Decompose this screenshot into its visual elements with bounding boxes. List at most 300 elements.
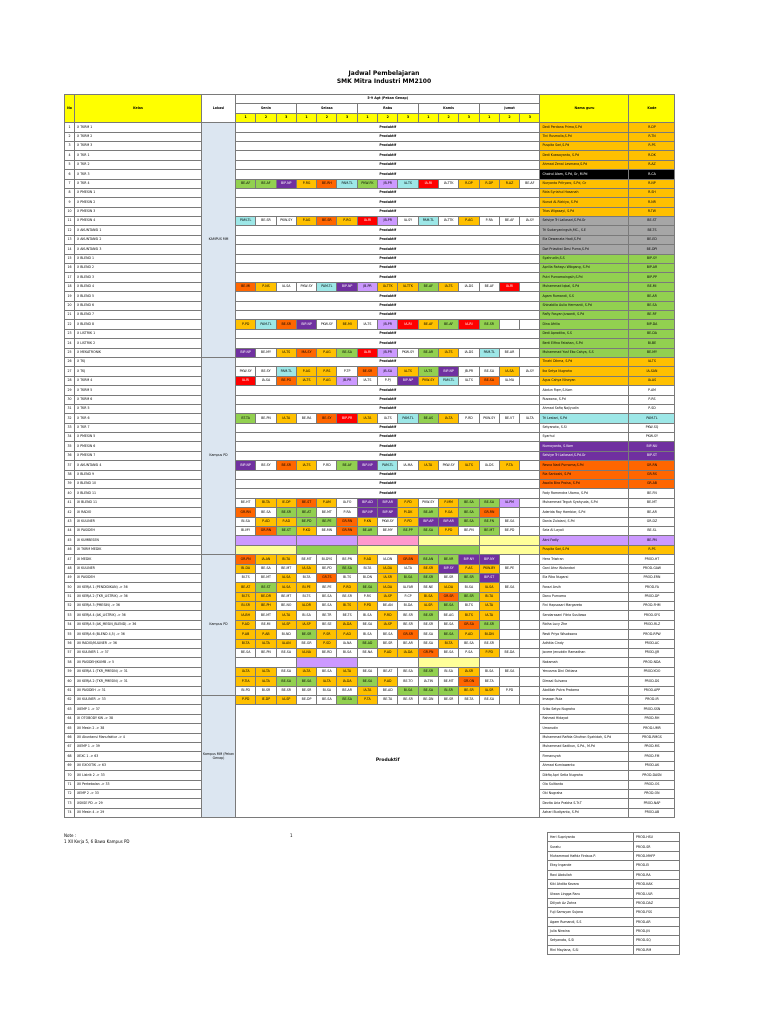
schedule-cell: P-TP [337, 367, 357, 376]
row-kode: PROD-GAW [629, 564, 675, 573]
table-row [65, 677, 675, 686]
schedule-cell: IA-SR [459, 667, 479, 676]
row-kelas: X TKRM 5 [75, 386, 202, 395]
schedule-cell: BE-MT [276, 592, 296, 601]
row-guru: Rida Syriahul Hasanah [540, 188, 629, 197]
extra-teacher-row [548, 851, 680, 860]
schedule-cell: IA-TTK [378, 282, 398, 291]
schedule-cell: P-AD [236, 620, 256, 629]
schedule-cell [520, 630, 540, 639]
schedule-cell: PAM-TL [378, 461, 398, 470]
schedule-cell: IA-TS [459, 376, 479, 385]
schedule-cell: GR-PN [418, 649, 438, 658]
row-kode: BE-TS [629, 226, 675, 235]
schedule-cell: BE-SR [276, 461, 296, 470]
row-kelas: XII KERJA 2 (TKR_LISTRIK) -> 36 [75, 592, 202, 601]
row-number: 42 [65, 508, 75, 517]
row-number: 60 [65, 677, 75, 686]
schedule-cell: BI-SA [357, 611, 377, 620]
schedule-cell: BE-MI [256, 620, 276, 629]
schedule-cell: BE-SA [357, 667, 377, 676]
schedule-cell: BE-SA [398, 667, 418, 676]
row-number: 1 [65, 123, 75, 132]
merged-day-cell [418, 658, 479, 667]
row-guru: Syahrudin,S.S [540, 254, 629, 263]
schedule-cell: P-AS [459, 564, 479, 573]
schedule-cell: BE-SA [479, 498, 499, 507]
schedule-cell: P-AB [236, 630, 256, 639]
schedule-cell: JB-PR [459, 367, 479, 376]
schedule-cell: IA-DN [378, 555, 398, 564]
schedule-cell: BE-SA [418, 526, 438, 535]
extra-kode: PROD-MHFP [634, 851, 680, 860]
row-kode: R-NR [629, 198, 675, 207]
schedule-cell: PAM-TL [236, 217, 256, 226]
row-kelas: X TKR 5 [75, 404, 202, 413]
productive-cell: Produktif [236, 386, 540, 395]
row-kode: PKW-SY [629, 433, 675, 442]
schedule-cell: IA-DA [398, 649, 418, 658]
schedule-cell: IA-TS [438, 282, 458, 291]
schedule-cell: IA-RI [459, 320, 479, 329]
schedule-cell: IA-TA [256, 667, 276, 676]
row-kelas: X TKR 1 [75, 151, 202, 160]
schedule-cell: GR-RN [337, 517, 357, 526]
schedule-cell: BE-SA [236, 649, 256, 658]
row-guru: Rahmat Hidayat [540, 714, 629, 723]
schedule-cell: BE-SA [459, 508, 479, 517]
row-guru: Dedi Aprodika, S.S [540, 329, 629, 338]
schedule-cell: P-PD [398, 498, 418, 507]
schedule-cell: P-PD [236, 320, 256, 329]
row-number: 51 [65, 592, 75, 601]
row-guru: Resna Nadi Purnoma,S.Pd [540, 461, 629, 470]
row-kelas: X BLEND 8 [75, 320, 202, 329]
table-row [65, 376, 675, 385]
schedule-cell: BE-PG [276, 376, 296, 385]
row-kelas: XI KULINER [75, 564, 202, 573]
table-row [65, 170, 675, 179]
table-row [65, 301, 675, 310]
schedule-cell: BIP-NP [357, 508, 377, 517]
table-row [65, 320, 675, 329]
row-guru: Devita Aria Prabha S.Tr.T [540, 799, 629, 808]
schedule-cell: BE-AR [418, 508, 438, 517]
schedule-cell: PKW-SY [479, 414, 499, 423]
schedule-cell: BE-PE [499, 564, 519, 573]
row-guru: Abdillah Putra Pratama [540, 686, 629, 695]
row-kode: BIP-SY [629, 254, 675, 263]
row-kelas: XI RADIO [75, 508, 202, 517]
title-line-1: Jadwal Pembelajaran [348, 70, 420, 77]
extra-teacher-row [548, 908, 680, 917]
extra-kode: PROD-DAZ [634, 898, 680, 907]
schedule-cell: PKW-SY [296, 282, 316, 291]
schedule-cell: BI-TA [438, 639, 458, 648]
page-number: 1 [290, 833, 293, 838]
schedule-cell: P-PD [236, 696, 256, 705]
schedule-cell: BE-AF [520, 179, 540, 188]
schedule-cell: IA-TS [276, 348, 296, 357]
schedule-cell: BE-SA [459, 517, 479, 526]
row-guru: Muhammad Teguh Syahyuda, S.Pd [540, 498, 629, 507]
schedule-cell: BIP-PR [337, 414, 357, 423]
row-number: 7 [65, 179, 75, 188]
notes [64, 833, 129, 845]
row-number: 32 [65, 414, 75, 423]
schedule-cell [499, 620, 519, 629]
row-kelas: XII KULINER 1 -> 37 [75, 649, 202, 658]
schedule-cell: BE-SR [317, 217, 337, 226]
row-number: 37 [65, 461, 75, 470]
schedule-cell: IA-TA [479, 602, 499, 611]
schedule-cell: IA-SA [499, 367, 519, 376]
schedule-cell: IE-DP [256, 696, 276, 705]
document-title [0, 70, 768, 86]
row-number: 13 [65, 235, 75, 244]
schedule-cell [499, 677, 519, 686]
table-row [65, 329, 675, 338]
productive-cell: Produktif [236, 141, 540, 150]
schedule-cell: BE-TA [479, 677, 499, 686]
schedule-cell [499, 320, 519, 329]
schedule-cell: IA-TS [378, 414, 398, 423]
row-number: 67 [65, 742, 75, 751]
extra-kode: PROD-KAK [634, 879, 680, 888]
schedule-cell: IA-RI [357, 348, 377, 357]
schedule-cell: P-AG [296, 217, 316, 226]
schedule-cell: PAM-TL [256, 320, 276, 329]
row-number: 10 [65, 207, 75, 216]
productive-cell: Produktif [236, 329, 540, 338]
schedule-cell: IA-TTK [438, 179, 458, 188]
schedule-body [65, 123, 675, 818]
extra-teacher-row [548, 917, 680, 926]
schedule-cell: IA-TS [418, 367, 438, 376]
notes-item: 1 XII Kerja 5, 6 Bawa Kampus PD [64, 839, 130, 844]
schedule-cell: PKW-BY [479, 564, 499, 573]
row-guru: Aprilia Rahayu Wibgang, S.Pd [540, 264, 629, 273]
schedule-cell: P-RD [459, 414, 479, 423]
row-kelas: X BLEND 4 [75, 282, 202, 291]
schedule-cell: P-AG [459, 217, 479, 226]
extra-kode: PROD-SQ [634, 936, 680, 945]
schedule-table [64, 94, 675, 818]
table-row [65, 423, 675, 432]
schedule-cell: P-RD [378, 611, 398, 620]
table-row [65, 386, 675, 395]
schedule-cell: PKW-SY [438, 461, 458, 470]
schedule-cell: IA-SP [378, 620, 398, 629]
schedule-cell: BI-TS [236, 592, 256, 601]
schedule-cell: BE-FN [479, 517, 499, 526]
row-number: 18 [65, 282, 75, 291]
extra-guru: Ravi Abdullah [548, 870, 634, 879]
schedule-cell: BE-SR [459, 686, 479, 695]
row-number: 26 [65, 357, 75, 366]
productive-cell: Produktif [236, 357, 540, 366]
schedule-cell: IA-RI [418, 179, 438, 188]
row-guru: Aderida Ray Hambiar, S.Pd [540, 508, 629, 517]
row-kelas: X BLEND 1 [75, 254, 202, 263]
schedule-cell: BE-AS [418, 414, 438, 423]
schedule-cell: IA-TA [438, 414, 458, 423]
extra-guru: Suratu [548, 842, 634, 851]
table-row [65, 188, 675, 197]
schedule-cell: JB-PR [378, 179, 398, 188]
extra-teacher-row [548, 945, 680, 954]
merged-day-cell [357, 545, 418, 554]
row-guru: Rafly Fasyan Juwanti, S.Pd [540, 310, 629, 319]
header-slot: 3 [398, 113, 418, 122]
schedule-cell: IA-DA [378, 564, 398, 573]
table-row [65, 686, 675, 695]
row-kelas: XIEMP 1 -> 37 [75, 705, 202, 714]
row-kelas: XII KERJA 5 (AK_MESIN_BLEND) -> 36 [75, 620, 202, 629]
row-guru: Sela Al Layali [540, 526, 629, 535]
schedule-cell: BE-TA [459, 696, 479, 705]
row-kelas: XII Perkebalan -> 33 [75, 780, 202, 789]
schedule-cell: IA-TS [357, 320, 377, 329]
header-slot: 1 [418, 113, 438, 122]
table-row [65, 179, 675, 188]
row-guru: Ridha Lucy Zhe [540, 620, 629, 629]
row-kelas: X PMESIN 4 [75, 217, 202, 226]
row-kelas: X MEKATRONIK [75, 348, 202, 357]
row-kelas: XI OTOBODY KW -> 38 [75, 714, 202, 723]
schedule-cell: P-AD [256, 517, 276, 526]
row-guru: Adhitia Cindy [540, 639, 629, 648]
schedule-cell [520, 686, 540, 695]
schedule-cell: BE-AR [357, 526, 377, 535]
table-row [65, 630, 675, 639]
row-guru: Nakamah [540, 658, 629, 667]
schedule-cell [520, 564, 540, 573]
extra-teacher-body [548, 833, 680, 955]
schedule-cell: BE-AF [418, 320, 438, 329]
table-row [65, 508, 675, 517]
extra-teacher-table [547, 832, 680, 955]
row-guru: Muhammad Sadikun, S.Pd., M.Pd [540, 742, 629, 751]
schedule-cell [520, 498, 540, 507]
row-guru: Tinahi Dikma, S.Pd [540, 357, 629, 366]
row-kode: GR-RN [629, 461, 675, 470]
row-kelas: X TKRM 6 [75, 395, 202, 404]
schedule-cell: BE-SR [296, 686, 316, 695]
productive-cell: Produktif [236, 207, 540, 216]
header-slot: 1 [296, 113, 316, 122]
schedule-cell: P-SA [459, 649, 479, 658]
row-kode: BE-AR [629, 292, 675, 301]
schedule-cell [520, 517, 540, 526]
schedule-cell: PKW-FK [357, 179, 377, 188]
row-kelas: XI KULINER [75, 517, 202, 526]
title-line-2: SMK Mitra Industri MM2100 [336, 78, 432, 85]
row-number: 5 [65, 160, 75, 169]
extra-kode: PROD-HSU [634, 833, 680, 842]
row-kode: IA-AS [629, 376, 675, 385]
schedule-cell: IA-MA [499, 376, 519, 385]
schedule-cell: IA-TA [337, 667, 357, 676]
schedule-cell: BE-SR [337, 592, 357, 601]
schedule-cell: BE-SA [479, 367, 499, 376]
schedule-cell: P-RA [479, 217, 499, 226]
schedule-cell: BE-SR [438, 573, 458, 582]
row-guru: Muhammad Rafida Ghufron Syahidah, S.Pd [540, 733, 629, 742]
row-number: 33 [65, 423, 75, 432]
schedule-cell: BE-DP [296, 696, 316, 705]
row-number: 6 [65, 170, 75, 179]
row-kelas: X TKR 3 [75, 170, 202, 179]
table-row [65, 160, 675, 169]
row-number: 46 [65, 545, 75, 554]
productive-cell: Produktif [236, 160, 540, 169]
schedule-cell: JB-SA [378, 367, 398, 376]
row-kode: PROD-DP [629, 592, 675, 601]
row-number: 20 [65, 301, 75, 310]
schedule-cell: BIP-NP [276, 179, 296, 188]
row-kelas: X BLEND 7 [75, 310, 202, 319]
extra-kode: PROD-ULR [634, 889, 680, 898]
schedule-cell: IA-TTK [438, 217, 458, 226]
schedule-cell: IA-SA [296, 564, 316, 573]
row-guru: Nurud Al-Rizkiyo, S.Pd [540, 198, 629, 207]
row-number: 8 [65, 188, 75, 197]
row-guru: Dikfiq Apri Setia Nugraha [540, 771, 629, 780]
schedule-cell: PAM-TL [337, 179, 357, 188]
productive-cell: Produktif [236, 264, 540, 273]
merged-day-cell [479, 545, 540, 554]
schedule-cell: IA-DA [337, 677, 357, 686]
row-kode: PROD-NDA [629, 658, 675, 667]
table-row [65, 442, 675, 451]
schedule-cell: BE-SR [276, 508, 296, 517]
row-kode: P-SD [629, 404, 675, 413]
schedule-cell: P-AD [337, 630, 357, 639]
row-kelas: XII Listrik 2 -> 33 [75, 771, 202, 780]
schedule-cell: P-AD [357, 555, 377, 564]
schedule-cell: BE-SA [317, 602, 337, 611]
schedule-cell: P-RG [296, 179, 316, 188]
schedule-cell: BE-SA [276, 677, 296, 686]
productive-cell: Produktif [236, 404, 540, 413]
schedule-cell: BE-AT [378, 667, 398, 676]
row-kode: PKW-SQ [629, 423, 675, 432]
row-number: 58 [65, 658, 75, 667]
row-number: 43 [65, 517, 75, 526]
schedule-cell: BIP-NY [479, 555, 499, 564]
schedule-cell: BIP-AP [418, 517, 438, 526]
schedule-cell: BE-MT [276, 564, 296, 573]
row-kelas: XII KERJA 6 (BLEND 4,5) -> 36 [75, 630, 202, 639]
schedule-cell: IA-AN [256, 555, 276, 564]
row-number: 39 [65, 480, 75, 489]
row-guru: Azhari Budiyanto, S.Pd [540, 808, 629, 817]
extra-kode: PROD-RA [634, 870, 680, 879]
row-guru: Puspita Sari,S.Pd [540, 141, 629, 150]
header-lokasi: Lokasi [202, 95, 236, 123]
row-number: 30 [65, 395, 75, 404]
schedule-cell: BE-AF [499, 217, 519, 226]
row-number: 48 [65, 564, 75, 573]
row-guru: Dania Zulaiani, S.Pd [540, 517, 629, 526]
row-kode: R-TW [629, 207, 675, 216]
schedule-cell [520, 602, 540, 611]
schedule-cell: BE-PN [337, 555, 357, 564]
schedule-cell: BI-SA [357, 630, 377, 639]
row-kode: R-DK [629, 151, 675, 160]
schedule-cell: BI-SR [236, 602, 256, 611]
schedule-cell [520, 555, 540, 564]
schedule-cell: BE-SR [398, 620, 418, 629]
productive-cell: Produktif [236, 489, 540, 498]
productive-cell: Produktif [236, 254, 540, 263]
schedule-cell [520, 677, 540, 686]
schedule-cell: IA-SR [479, 686, 499, 695]
row-number: 15 [65, 254, 75, 263]
schedule-cell: BE-SR [398, 611, 418, 620]
row-guru: Ruswono, S.Pd [540, 395, 629, 404]
row-guru: Syarhul [540, 433, 629, 442]
table-row [65, 198, 675, 207]
table-row [65, 273, 675, 282]
row-number: 63 [65, 705, 75, 714]
schedule-cell: P-AG [296, 367, 316, 376]
row-number: 27 [65, 367, 75, 376]
schedule-cell: IA-TA [256, 677, 276, 686]
extra-guru: Muhammad Hafidz Firdaus P. [548, 851, 634, 860]
schedule-cell: P-RS [357, 592, 377, 601]
extra-guru: Eksy Ingande [548, 861, 634, 870]
row-kelas: XEMP 2 -> 33 [75, 789, 202, 798]
schedule-cell: BE-SY [317, 414, 337, 423]
row-number: 53 [65, 611, 75, 620]
table-row [65, 310, 675, 319]
table-row [65, 667, 675, 676]
schedule-cell: BE-NE [418, 583, 438, 592]
header-day-selasa: Selasa [296, 104, 357, 113]
schedule-cell: BE-VT [499, 414, 519, 423]
schedule-cell: R-DP [459, 179, 479, 188]
table-row [65, 480, 675, 489]
row-kelas: X TKR 6 [75, 414, 202, 423]
schedule-cell: BIP-NP [357, 461, 377, 470]
schedule-cell: BIP-AR [438, 517, 458, 526]
schedule-cell: IA-SA [276, 583, 296, 592]
schedule-cell: BE-SR [459, 573, 479, 582]
schedule-cell: P-AG [317, 376, 337, 385]
schedule-cell [520, 508, 540, 517]
schedule-cell: BE-TA [378, 696, 398, 705]
schedule-cell: BI-SA [398, 686, 418, 695]
schedule-cell: BE-SA [276, 649, 296, 658]
schedule-cell: IA-DA [378, 583, 398, 592]
extra-guru: Agam Rumandi, S.S [548, 917, 634, 926]
extra-teacher-row [548, 861, 680, 870]
row-kelas: X TKR 2 [75, 160, 202, 169]
table-row [65, 254, 675, 263]
table-row [65, 696, 675, 705]
row-number: 73 [65, 799, 75, 808]
productive-cell: Produktif [236, 235, 540, 244]
row-lokasi: Kampus PD [202, 555, 236, 696]
productive-cell: Produktif [236, 188, 540, 197]
table-row [65, 573, 675, 582]
schedule-cell: BE-SR [418, 611, 438, 620]
row-number: 23 [65, 329, 75, 338]
schedule-cell: BI-TA [256, 498, 276, 507]
schedule-cell: P-AG [317, 348, 337, 357]
